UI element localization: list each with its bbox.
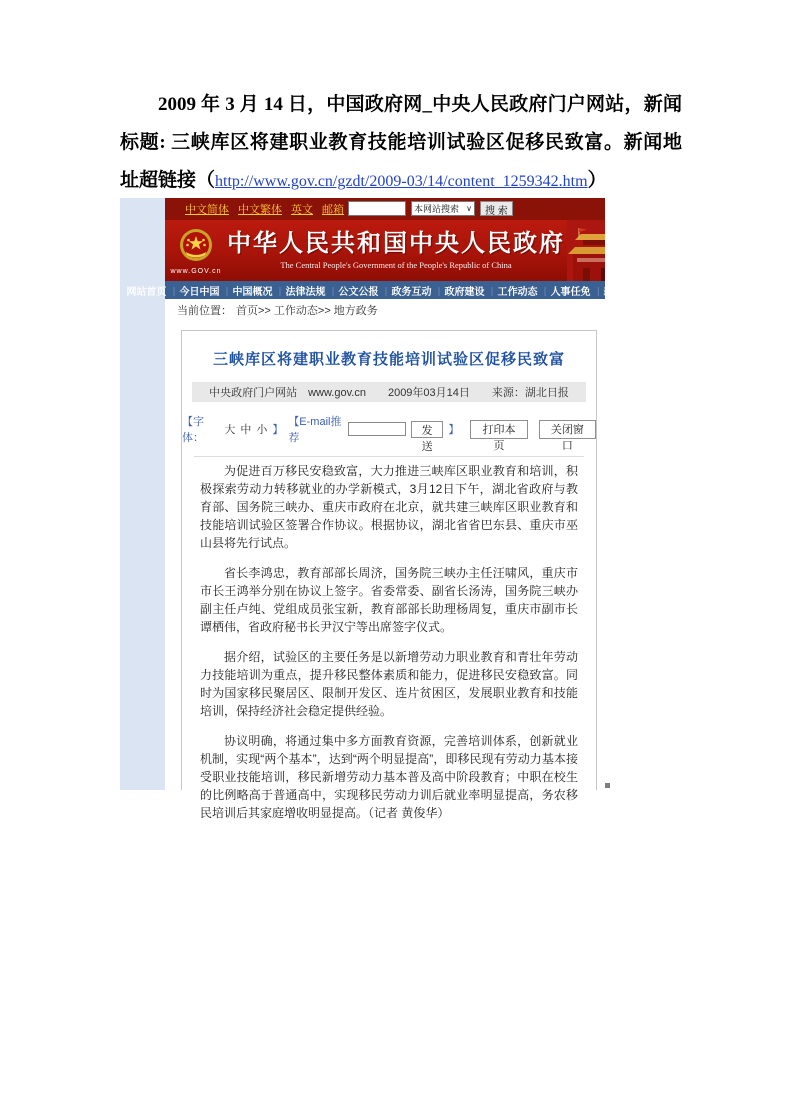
- lang-link-simplified-chinese[interactable]: 中文简体: [185, 204, 229, 216]
- search-scope-select[interactable]: [411, 201, 475, 216]
- meta-date: 2009年03月14日: [387, 387, 470, 399]
- nav-item-gov-interaction[interactable]: ｜ 政务互动: [380, 283, 433, 298]
- search-button[interactable]: 搜 索: [480, 201, 513, 216]
- meta-site: 中央政府门户网站 www.gov.cn: [209, 387, 366, 399]
- divider: [194, 456, 584, 457]
- meta-source: 来源：湖北日报: [491, 387, 569, 399]
- heading-text: 2009 年 3 月 14 日，中国政府网_中央人民政府门户网站，新闻标题: 三峡库区将建职业教育技能培训试验区促移民致富。新闻地址超链接（: [120, 94, 682, 191]
- utility-bar: [165, 198, 605, 220]
- site-title: 中华人民共和国中央人民政府: [227, 230, 565, 257]
- breadcrumb-label: 当前位置：: [177, 304, 232, 317]
- logo-block: [165, 226, 227, 275]
- nav-item-official-documents[interactable]: ｜ 公文公报: [326, 283, 379, 298]
- paragraph-4: 协议明确，将通过集中多方面教育资源，完善培训体系，创新就业机制，实现“两个基本”，达到“两个明显提高”，即移民现有劳动力基本接受职业技能培训，移民新增劳动力基本普及高中阶段教育；中职在校生的比例略高于普通高中，实现移民劳动力训后就业率明显提高，务农移民培训后其家庭增收明显提高。（记者 黄俊华）: [200, 734, 578, 820]
- banner-title-block: [227, 231, 567, 270]
- content-area: [165, 320, 605, 820]
- national-emblem-icon: [179, 228, 213, 262]
- document-heading: [120, 86, 682, 201]
- article-toolbar: [182, 413, 596, 453]
- font-size-large[interactable]: 大: [224, 424, 236, 436]
- lang-link-english[interactable]: 英文: [291, 204, 313, 216]
- email-recommend-label: 【E-mail推荐: [288, 416, 342, 444]
- heading-suffix: ）: [587, 170, 607, 191]
- site-banner: [165, 220, 605, 281]
- nav-item-home[interactable]: 网站首页: [126, 286, 167, 298]
- main-nav: [126, 281, 644, 299]
- nav-item-today-china[interactable]: ｜ 今日中国: [167, 283, 220, 298]
- font-size-small[interactable]: 小: [256, 424, 268, 436]
- image-resize-handle[interactable]: [605, 783, 610, 788]
- email-input[interactable]: [348, 422, 406, 436]
- search-scope-value: 本网站搜索: [414, 204, 460, 214]
- nav-item-china-overview[interactable]: ｜ 中国概况: [220, 283, 273, 298]
- breadcrumb: [165, 299, 605, 320]
- article-meta-bar: [192, 382, 586, 402]
- nav-item-work-updates[interactable]: ｜ 工作动态: [486, 283, 539, 298]
- search-input[interactable]: [348, 201, 406, 216]
- news-url-link[interactable]: http://www.gov.cn/gzdt/2009-03/14/content_1259342.htm: [215, 173, 588, 190]
- close-window-button[interactable]: 关闭窗口: [539, 420, 596, 439]
- font-label: 【字体：: [182, 416, 204, 444]
- webpage-screenshot: [120, 198, 644, 820]
- breadcrumb-path[interactable]: 首页>> 工作动态>> 地方政务: [236, 304, 378, 317]
- lang-link-traditional-chinese[interactable]: 中文繁体: [238, 204, 282, 216]
- font-size-medium[interactable]: 中: [240, 424, 252, 436]
- nav-item-news-release[interactable]: ｜ 新闻发布: [592, 283, 645, 298]
- font-label-close: 】: [272, 424, 284, 436]
- site-subtitle: The Central People's Government of the People's Republic of China: [280, 260, 512, 270]
- mailbox-link[interactable]: 邮箱: [322, 204, 344, 216]
- article-box: [181, 330, 597, 820]
- paragraph-2: 省长李鸿忠，教育部部长周济，国务院三峡办主任汪啸风，重庆市市长王鸿举分别在协议上签字。省委常委、副省长汤涛，国务院三峡办副主任卢纯、党组成员张宝新，教育部部长助理杨周复，重庆市副市长谭栖伟，省政府秘书长尹汉宁等出席签字仪式。: [200, 566, 578, 634]
- print-button[interactable]: 打印本页: [470, 420, 527, 439]
- email-label-close: 】: [448, 424, 460, 436]
- nav-item-gov-building[interactable]: ｜ 政府建设: [433, 283, 486, 298]
- chevron-down-icon: ∨: [466, 204, 472, 213]
- logo-caption: www.GOV.cn: [170, 268, 222, 275]
- paragraph-3: 据介绍，试验区的主要任务是以新增劳动力职业教育和青壮年劳动力技能培训为重点，提升移民整体素质和能力，促进移民安稳致富。同时为国家移民聚居区、限制开发区、连片贫困区，发展职业教育和技能培训，保持经济社会稳定提供经验。: [200, 650, 578, 718]
- tiananmen-image: [567, 220, 605, 281]
- nav-item-laws[interactable]: ｜ 法律法规: [273, 283, 326, 298]
- govcn-site: [126, 198, 644, 820]
- site-search: [348, 201, 513, 216]
- paragraph-1: 为促进百万移民安稳致富，大力推进三峡库区职业教育和培训，积极探索劳动力转移就业的办学新模式，3月12日下午，湖北省政府与教育部、国务院三峡办、重庆市政府在北京，就共建三峡库区职业教育和技能培训试验区签署合作协议。根据协议，湖北省省巴东县、重庆市巫山县将先行试点。: [200, 464, 578, 550]
- send-button[interactable]: 发送: [411, 421, 444, 438]
- nav-item-personnel[interactable]: ｜ 人事任免: [539, 283, 592, 298]
- article-body: [182, 462, 596, 822]
- article-title: 三峡库区将建职业教育技能培训试验区促移民致富: [212, 351, 565, 368]
